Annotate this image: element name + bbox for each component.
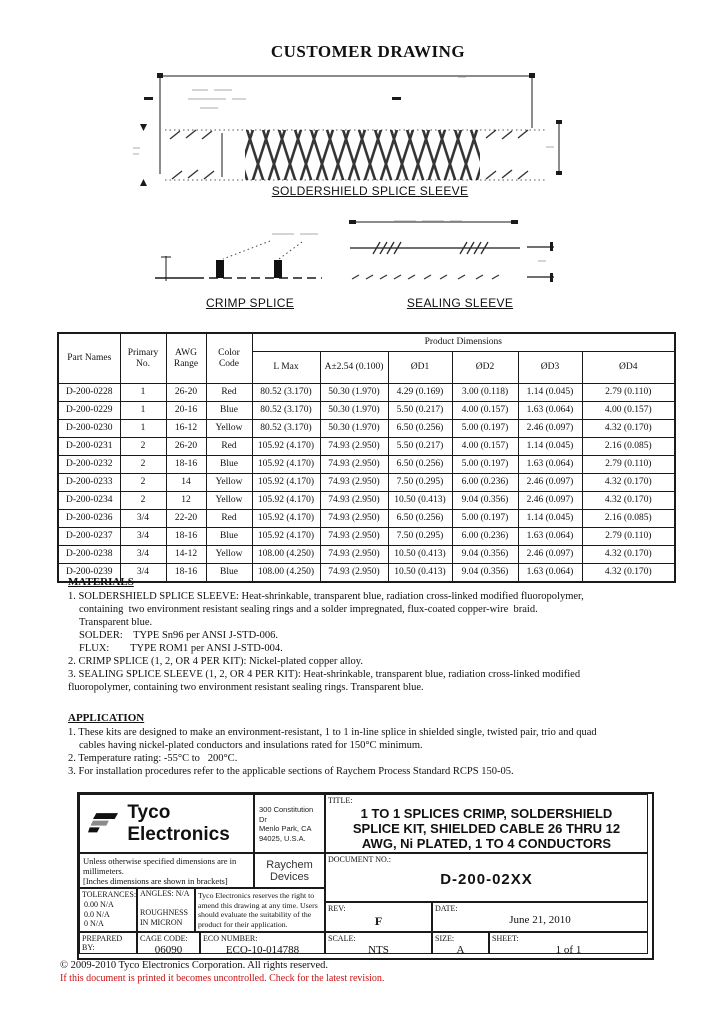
table-cell: 6.00 (0.236) [452, 474, 518, 492]
date-value: June 21, 2010 [509, 914, 571, 926]
table-cell: D-200-0237 [58, 528, 120, 546]
col-header-d3: ØD3 [518, 352, 582, 384]
table-row [58, 420, 675, 438]
table-row [58, 492, 675, 510]
text-line: 0.0 N/A [84, 909, 110, 919]
document-no-cell [325, 853, 648, 902]
tolerances-cell [79, 888, 137, 932]
text-line: 3. For installation procedures refer to the applicable sections of Raychem Process Standard RCPS 150-05. [68, 766, 514, 777]
cage-code-cell [137, 932, 200, 954]
table-cell: 2 [120, 438, 166, 456]
text-line: SPLICE KIT, SHIELDED CABLE 26 THRU 12 [352, 821, 621, 836]
table-cell: 14 [166, 474, 206, 492]
sheet-value: 1 of 1 [555, 944, 582, 954]
sealing-sleeve-drawing [340, 213, 580, 291]
col-header-d2: ØD2 [452, 352, 518, 384]
table-cell: 5.00 (0.197) [452, 456, 518, 474]
table-cell: 74.93 (2.950) [320, 456, 388, 474]
table-cell: 105.92 (4.170) [252, 456, 320, 474]
table-cell: 108.00 (4.250) [252, 564, 320, 583]
table-cell: 80.52 (3.170) [252, 402, 320, 420]
table-cell: 105.92 (4.170) [252, 528, 320, 546]
disclaimer-cell [195, 888, 325, 932]
uncontrolled-warning: If this document is printed it becomes uncontrolled. Check for the latest revision. [60, 973, 385, 984]
table-cell: 50.30 (1.970) [320, 402, 388, 420]
table-cell: 3/4 [120, 546, 166, 564]
materials-heading: MATERIALS [68, 576, 134, 588]
table-cell: 2 [120, 474, 166, 492]
product-dimensions-table [57, 332, 676, 583]
size-label: SIZE: [435, 934, 455, 943]
angles-cell [137, 888, 195, 932]
table-cell: 6.50 (0.256) [388, 456, 452, 474]
table-cell: 1.14 (0.045) [518, 384, 582, 402]
illegible-dim-left [133, 148, 140, 154]
table-cell: 80.52 (3.170) [252, 384, 320, 402]
crimp-splice-drawing [150, 225, 350, 295]
table-cell: Blue [206, 456, 252, 474]
text-line: product for their application. [198, 919, 288, 929]
title-cell [325, 794, 648, 853]
scale-label: SCALE: [328, 934, 356, 943]
document-no: D-200-02XX [440, 871, 533, 888]
table-cell: 10.50 (0.413) [388, 546, 452, 564]
table-cell: 74.93 (2.950) [320, 492, 388, 510]
text-line: AWG, Ni PLATED, 1 TO 4 CONDUCTORS [361, 836, 612, 851]
text-line: 1. These kits are designed to make an environment-resistant, 1 to 1 in-line splice in shielded single, twisted pair, trio and quad [68, 727, 597, 738]
text-line: 0.00 N/A [84, 900, 114, 909]
logo-text: Tyco Electronics [127, 801, 230, 845]
table-cell: 105.92 (4.170) [252, 474, 320, 492]
table-cell: 14-12 [166, 546, 206, 564]
table-cell: 108.00 (4.250) [252, 546, 320, 564]
logo-cell [79, 794, 254, 853]
table-cell: Red [206, 384, 252, 402]
table-cell: D-200-0238 [58, 546, 120, 564]
table-cell: Blue [206, 528, 252, 546]
table-cell: 26-20 [166, 438, 206, 456]
table-body [58, 384, 675, 583]
col-header-a-dim: A±2.54 (0.100) [320, 352, 388, 384]
size-cell [432, 932, 489, 954]
table-cell: D-200-0231 [58, 438, 120, 456]
table-cell: 5.50 (0.217) [388, 402, 452, 420]
table-cell: D-200-0236 [58, 510, 120, 528]
tolerances-label: TOLERANCES: [82, 890, 137, 899]
table-cell: Red [206, 510, 252, 528]
tyco-logo-mark [88, 811, 121, 837]
table-cell: D-200-0239 [58, 564, 120, 583]
table-cell: 7.50 (0.295) [388, 528, 452, 546]
table-cell: 1 [120, 402, 166, 420]
rev-cell [325, 902, 432, 932]
document-no-label: DOCUMENT NO.: [328, 855, 391, 864]
table-cell: 22-20 [166, 510, 206, 528]
col-header-l-max: L Max [252, 352, 320, 384]
table-cell: 105.92 (4.170) [252, 492, 320, 510]
cage-code-label: CAGE CODE: [140, 934, 188, 943]
text-line: Unless otherwise specified dimensions are in [83, 856, 237, 866]
division-cell [254, 853, 325, 888]
rev-label: REV: [328, 904, 346, 913]
text-line: 3. SEALING SPLICE SLEEVE (1, 2, OR 4 PER KIT): Heat-shrinkable, transparent blue, radiation cross-linked modified [68, 669, 581, 680]
dimension-note-cell [79, 853, 254, 888]
text-line: 94025, U.S.A. [259, 833, 306, 843]
table-cell: 4.32 (0.170) [582, 474, 675, 492]
copyright-line: © 2009-2010 Tyco Electronics Corporation. All rights reserved. [60, 960, 329, 971]
table-cell: 2.79 (0.110) [582, 384, 675, 402]
text-line: cables having nickel-plated conductors and insulations rated for 150°C minimum. [79, 740, 423, 751]
text-line [138, 899, 194, 909]
col-header-d1: ØD1 [388, 352, 452, 384]
table-cell: 4.00 (0.157) [452, 402, 518, 420]
size-value: A [456, 944, 465, 954]
table-cell: 18-16 [166, 456, 206, 474]
table-cell: 1.14 (0.045) [518, 438, 582, 456]
eco-number-value: ECO-10-014788 [225, 944, 300, 954]
table-cell: 18-16 [166, 528, 206, 546]
table-cell: 20-16 [166, 402, 206, 420]
application-text [68, 726, 668, 778]
table-cell: Yellow [206, 492, 252, 510]
date-cell [432, 902, 648, 932]
table-cell: 74.93 (2.950) [320, 510, 388, 528]
table-row [58, 528, 675, 546]
text-line: millimeters. [83, 866, 124, 876]
table-cell: Yellow [206, 474, 252, 492]
date-label: DATE: [435, 904, 458, 913]
table-cell: 2.79 (0.110) [582, 528, 675, 546]
rev-value: F [374, 914, 383, 928]
text-line: 1 TO 1 SPLICES CRIMP, SOLDERSHIELD [360, 806, 613, 821]
text-line: Transparent blue. [79, 617, 153, 628]
table-cell: Yellow [206, 546, 252, 564]
table-row [58, 510, 675, 528]
text-line: should evaluate the suitability of the [198, 910, 312, 919]
table-row [58, 402, 675, 420]
text-line: Raychem [266, 859, 313, 871]
text-line: ROUGHNESS [140, 908, 189, 917]
materials-text [68, 590, 668, 694]
table-cell: Blue [206, 564, 252, 583]
table-header-row [58, 333, 675, 352]
table-cell: 1.63 (0.064) [518, 456, 582, 474]
text-line: FLUX: TYPE ROM1 per ANSI J-STD-004. [79, 643, 283, 654]
eco-number-cell [200, 932, 325, 954]
table-cell: 4.29 (0.169) [388, 384, 452, 402]
table-cell: Blue [206, 402, 252, 420]
text-line: ANGLES: N/A [140, 889, 190, 898]
sheet-label: SHEET: [492, 934, 519, 943]
text-line: Devices [269, 871, 310, 883]
text-line: 1. SOLDERSHIELD SPLICE SLEEVE: Heat-shrinkable, transparent blue, radiation cross-linked modified fluoropolymer, [68, 591, 584, 602]
table-cell: 2.46 (0.097) [518, 420, 582, 438]
table-cell: 3/4 [120, 528, 166, 546]
table-cell: 50.30 (1.970) [320, 384, 388, 402]
table-cell: 12 [166, 492, 206, 510]
text-line: Tyco Electronics reserves the right to [198, 891, 315, 900]
table-cell: D-200-0230 [58, 420, 120, 438]
table-cell: 2.79 (0.110) [582, 456, 675, 474]
text-line: 2. Temperature rating: -55°C to 200°C. [68, 753, 238, 764]
table-cell: 18-16 [166, 564, 206, 583]
scale-value: NTS [368, 944, 389, 954]
table-cell: 105.92 (4.170) [252, 438, 320, 456]
text-line: amend this drawing at any time. Users [198, 900, 318, 910]
table-cell: 6.50 (0.256) [388, 420, 452, 438]
table-cell: 4.32 (0.170) [582, 492, 675, 510]
table-cell: 6.50 (0.256) [388, 510, 452, 528]
materials-section [68, 576, 668, 694]
sealing-caption: SEALING SLEEVE [406, 296, 514, 310]
tolerances-values [80, 900, 136, 929]
table-cell: 1 [120, 384, 166, 402]
text-line: fluoropolymer, containing two environment resistant sealing rings. Transparent blue. [68, 682, 424, 693]
col-header-part-names: Part Names [58, 333, 120, 384]
text-line: 2. CRIMP SPLICE (1, 2, OR 4 PER KIT): Nickel-plated copper alloy. [68, 656, 363, 667]
text-line: [Inches dimensions are shown in brackets] [83, 876, 228, 886]
soldershield-caption: SOLDERSHIELD SPLICE SLEEVE [271, 184, 469, 198]
table-cell: 1.14 (0.045) [518, 510, 582, 528]
table-cell: 2 [120, 492, 166, 510]
text-line: SOLDER: TYPE Sn96 per ANSI J-STD-006. [79, 630, 279, 641]
table-cell: 3/4 [120, 564, 166, 583]
table-cell: 4.32 (0.170) [582, 546, 675, 564]
table-cell: 10.50 (0.413) [388, 492, 452, 510]
sheet-cell [489, 932, 648, 954]
prepared-by-value [80, 953, 136, 954]
eco-number-label: ECO NUMBER: [203, 934, 258, 943]
application-heading: APPLICATION [68, 712, 145, 724]
table-row [58, 438, 675, 456]
table-cell: 4.32 (0.170) [582, 564, 675, 583]
table-cell: 4.00 (0.157) [452, 438, 518, 456]
table-cell: D-200-0228 [58, 384, 120, 402]
title-label: TITLE: [328, 796, 353, 805]
col-header-primary-no: Primary No. [120, 333, 166, 384]
table-cell: 80.52 (3.170) [252, 420, 320, 438]
page-title: CUSTOMER DRAWING [270, 42, 466, 61]
text-line: IN MICRON [140, 917, 183, 927]
table-row [58, 546, 675, 564]
drawing-title [326, 806, 647, 851]
text-line: 300 Constitution Dr [259, 805, 314, 824]
table-cell: 5.00 (0.197) [452, 420, 518, 438]
table-cell: 16-12 [166, 420, 206, 438]
table-cell: D-200-0234 [58, 492, 120, 510]
title-block [77, 792, 654, 960]
crimp-caption: CRIMP SPLICE [205, 296, 295, 310]
table-cell: 5.00 (0.197) [452, 510, 518, 528]
table-cell: 4.32 (0.170) [582, 420, 675, 438]
table-cell: 2.46 (0.097) [518, 492, 582, 510]
illegible-annotation [188, 77, 466, 108]
col-header-color-code: Color Code [206, 333, 252, 384]
application-section [68, 712, 668, 778]
prepared-by-cell [79, 932, 137, 954]
table-row [58, 384, 675, 402]
table-cell: Yellow [206, 420, 252, 438]
address-cell [254, 794, 325, 853]
text-line: containing two environment resistant sealing rings and a solder impregnated, flux-coated copper-wire braid. [79, 604, 538, 615]
table-cell: Red [206, 438, 252, 456]
table-cell: 105.92 (4.170) [252, 510, 320, 528]
table-cell: 3/4 [120, 510, 166, 528]
table-cell: 1.63 (0.064) [518, 564, 582, 583]
table-cell: 5.50 (0.217) [388, 438, 452, 456]
table-cell: 2.16 (0.085) [582, 438, 675, 456]
table-cell: 74.93 (2.950) [320, 546, 388, 564]
table-cell: 74.93 (2.950) [320, 474, 388, 492]
table-cell: 2 [120, 456, 166, 474]
table-cell: 26-20 [166, 384, 206, 402]
table-cell: 2.46 (0.097) [518, 474, 582, 492]
table-cell: 4.00 (0.157) [582, 402, 675, 420]
text-line: Menlo Park, CA [259, 824, 312, 833]
table-cell: 6.00 (0.236) [452, 528, 518, 546]
soldershield-splice-sleeve-drawing [130, 64, 600, 188]
table-cell: 2.46 (0.097) [518, 546, 582, 564]
text-line: 0 N/A [84, 919, 104, 928]
col-header-awg-range: AWG Range [166, 333, 206, 384]
table-row [58, 474, 675, 492]
table-cell: 10.50 (0.413) [388, 564, 452, 583]
table-row [58, 456, 675, 474]
table-cell: D-200-0232 [58, 456, 120, 474]
table-cell: 1 [120, 420, 166, 438]
table-cell: 1.63 (0.064) [518, 528, 582, 546]
scale-cell [325, 932, 432, 954]
table-cell: 9.04 (0.356) [452, 492, 518, 510]
col-header-d4: ØD4 [582, 352, 675, 384]
tube-bottom-edge [352, 275, 499, 279]
table-cell: 74.93 (2.950) [320, 528, 388, 546]
prepared-by-label: PREPARED BY: [82, 934, 123, 952]
table-cell: 3.00 (0.118) [452, 384, 518, 402]
table-cell: 2.16 (0.085) [582, 510, 675, 528]
table-cell: D-200-0233 [58, 474, 120, 492]
cage-code-value: 06090 [154, 944, 183, 954]
table-cell: 50.30 (1.970) [320, 420, 388, 438]
table-cell: 7.50 (0.295) [388, 474, 452, 492]
table-cell: 74.93 (2.950) [320, 564, 388, 583]
table-cell: 9.04 (0.356) [452, 564, 518, 583]
table-cell: 74.93 (2.950) [320, 438, 388, 456]
table-cell: 1.63 (0.064) [518, 402, 582, 420]
table-cell: D-200-0229 [58, 402, 120, 420]
table-cell: 9.04 (0.356) [452, 546, 518, 564]
product-dimensions-header: Product Dimensions [252, 333, 675, 352]
